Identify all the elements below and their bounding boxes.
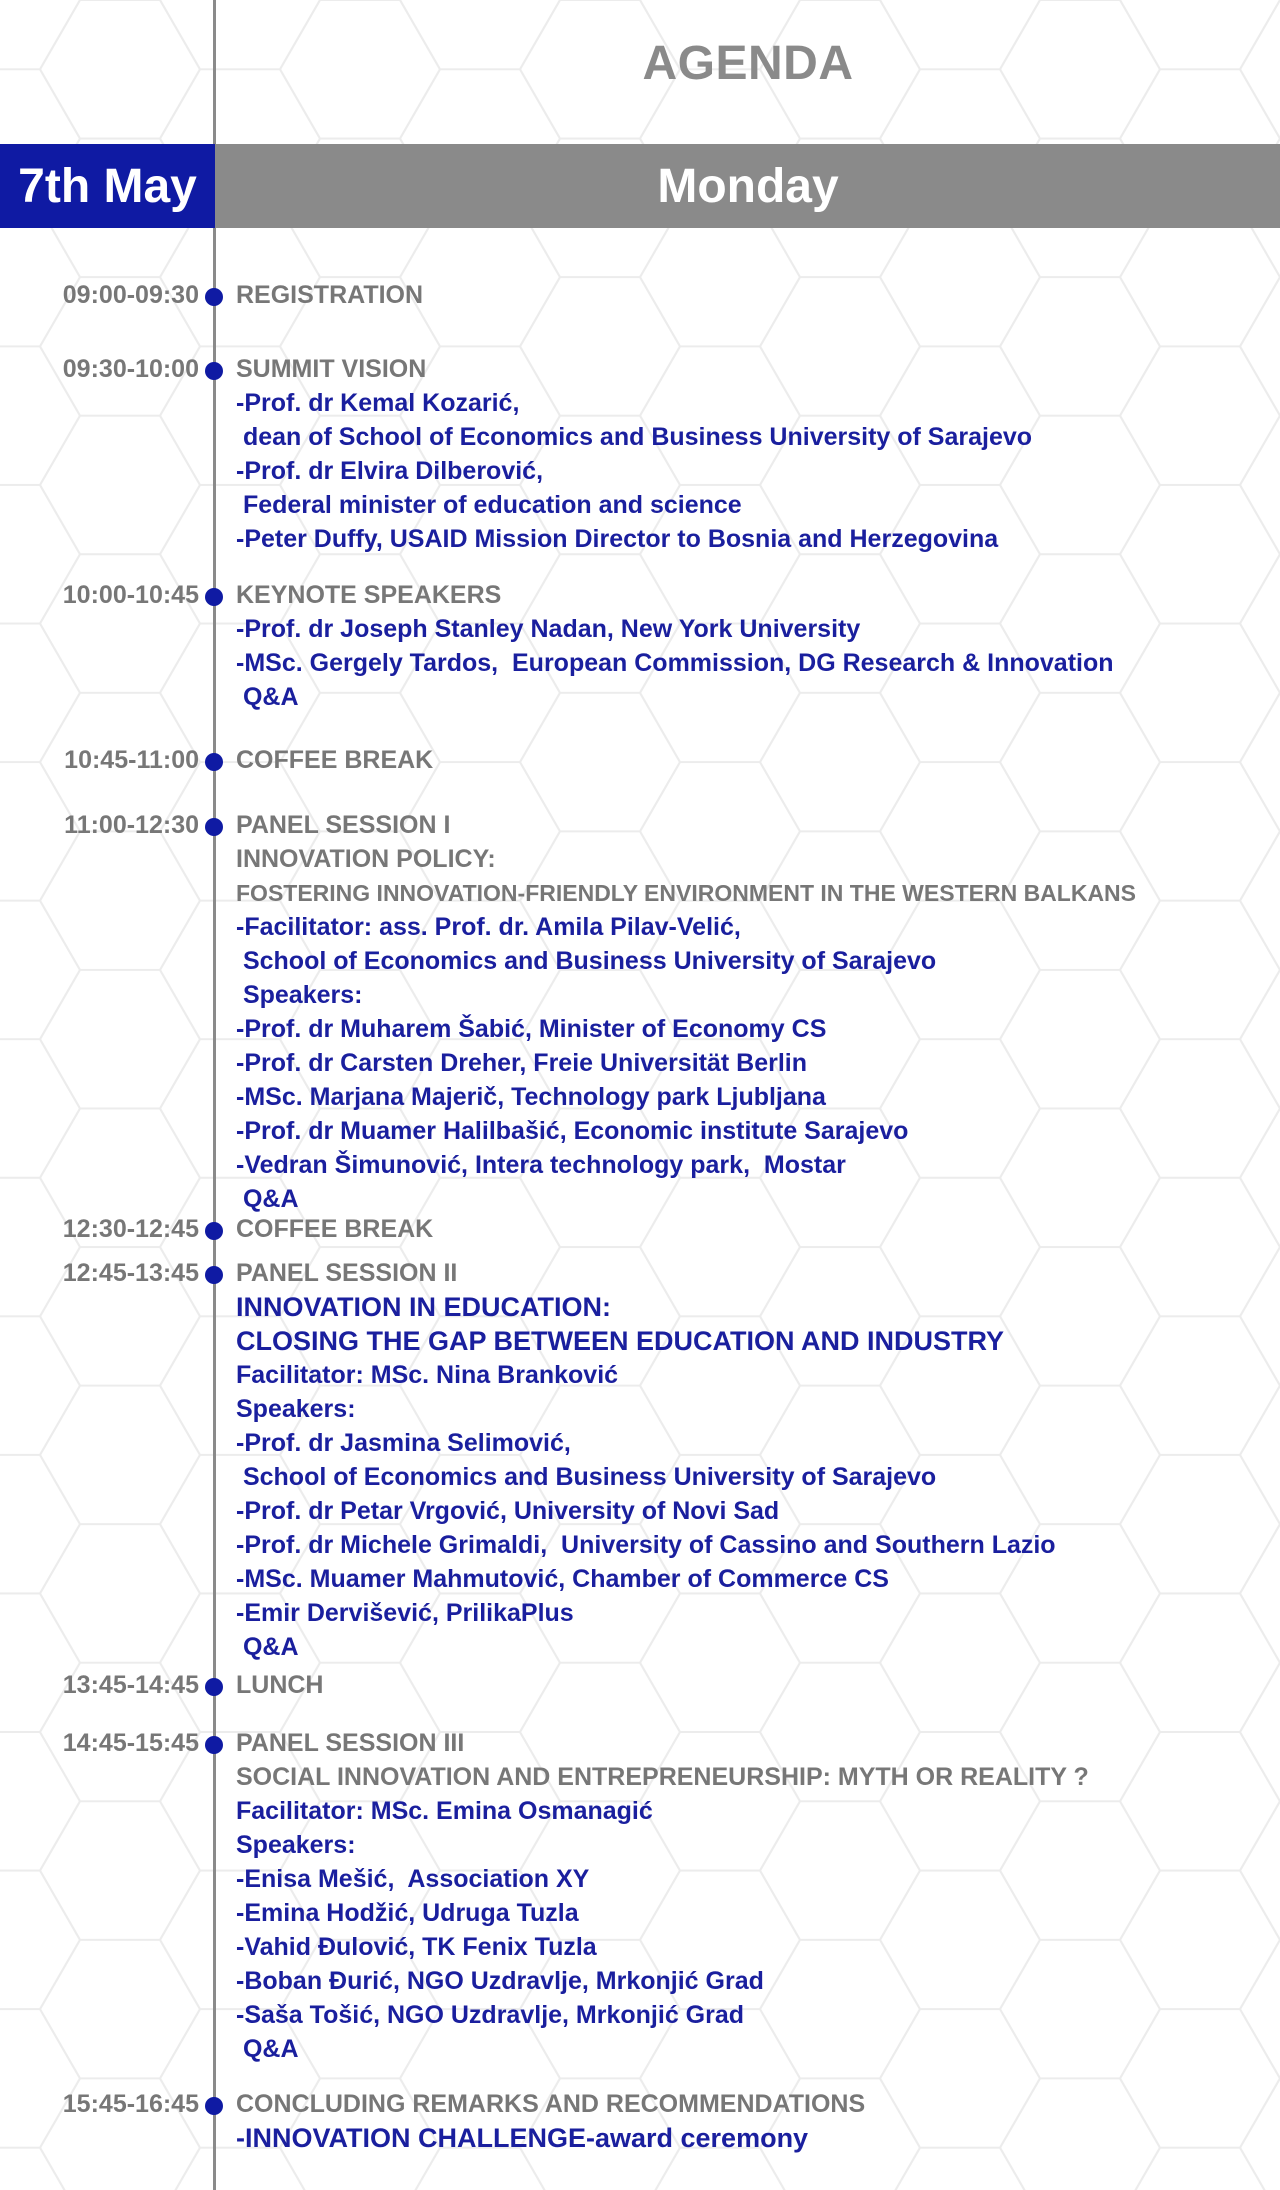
date-label: 7th May [0,144,215,228]
timeline-dot [205,288,223,306]
timeline-line [213,0,216,2190]
session-heading: REGISTRATION [236,281,424,309]
session-heading: SUMMIT VISION [236,355,427,383]
session-heading: COFFEE BREAK [236,746,434,774]
entry-lines [236,278,423,312]
session-heading: LUNCH [236,1671,324,1699]
speaker-line: -Vedran Šimunović, Intera technology park, Mostar [236,1151,846,1179]
speaker-line: -Prof. dr Kemal Kozarić, [236,389,520,417]
session-heading: INNOVATION IN EDUCATION: [236,1292,611,1322]
speaker-line: Facilitator: MSc. Emina Osmanagić [236,1797,653,1825]
session-heading: CONCLUDING REMARKS AND RECOMMENDATIONS [236,2090,866,2118]
speaker-line: School of Economics and Business University of Sarajevo [236,1463,937,1491]
session-heading: PANEL SESSION III [236,1729,465,1757]
entry-lines [236,808,1136,1216]
speaker-line: dean of School of Economics and Business University of Sarajevo [236,423,1033,451]
session-heading: PANEL SESSION I [236,811,451,839]
speaker-line: Q&A [236,1185,299,1213]
speaker-line: -MSc. Muamer Mahmutović, Chamber of Commerce CS [236,1565,889,1593]
time-slot: 13:45-14:45 [62,1671,199,1699]
speaker-line: Speakers: [236,1831,356,1859]
entry-lines [236,1726,1089,2066]
speaker-line: -Vahid Đulović, TK Fenix Tuzla [236,1933,597,1961]
day-label: Monday [216,144,1280,228]
time-slot: 10:45-11:00 [64,746,199,774]
time-slot: 11:00-12:30 [64,811,199,839]
session-heading: -INNOVATION CHALLENGE-award ceremony [236,2123,809,2153]
speaker-line: Q&A [236,683,299,711]
speaker-line: -Prof. dr Michele Grimaldi, University of Cassino and Southern Lazio [236,1531,1056,1559]
timeline-dot [205,1736,223,1754]
speaker-line: -Emina Hodžić, Udruga Tuzla [236,1899,579,1927]
time-slot: 15:45-16:45 [62,2090,199,2118]
timeline-dot [205,818,223,836]
time-slot: 12:30-12:45 [62,1215,199,1243]
speaker-line: -Prof. dr Muharem Šabić, Minister of Economy CS [236,1015,827,1043]
session-heading: PANEL SESSION II [236,1259,458,1287]
entry-lines [236,1256,1056,1664]
speaker-line: -Saša Tošić, NGO Uzdravlje, Mrkonjić Grad [236,2001,745,2029]
session-heading: COFFEE BREAK [236,1215,434,1243]
time-slot: 12:45-13:45 [62,1259,199,1287]
session-heading: KEYNOTE SPEAKERS [236,581,502,609]
session-heading: INNOVATION POLICY: [236,845,496,873]
entry-lines [236,743,433,777]
timeline-dot [205,1678,223,1696]
page-title: AGENDA [642,37,854,90]
speaker-line: Q&A [236,2035,299,2063]
speaker-line: -Prof. dr Elvira Dilberović, [236,457,544,485]
speaker-line: -Facilitator: ass. Prof. dr. Amila Pilav-Velić, [236,913,741,941]
speaker-line: -MSc. Gergely Tardos, European Commission, DG Research & Innovation [236,649,1114,677]
speaker-line: -Prof. dr Petar Vrgović, University of Novi Sad [236,1497,780,1525]
speaker-line: -Boban Đurić, NGO Uzdravlje, Mrkonjić Grad [236,1967,764,1995]
timeline-dot [205,2097,223,2115]
timeline-dot [205,588,223,606]
session-heading: CLOSING THE GAP BETWEEN EDUCATION AND INDUSTRY [236,1326,1005,1356]
speaker-line: Speakers: [236,981,363,1009]
speaker-line: -Prof. dr Jasmina Selimović, [236,1429,571,1457]
time-slot: 14:45-15:45 [62,1729,199,1757]
time-slot: 09:00-09:30 [62,281,199,309]
entry-lines [236,578,1114,714]
entry-lines [236,2087,865,2155]
timeline-dot [205,1266,223,1284]
timeline-dot [205,1222,223,1240]
entry-lines [236,1212,433,1246]
speaker-line: Facilitator: MSc. Nina Branković [236,1361,619,1389]
speaker-line: Speakers: [236,1395,356,1423]
session-heading: FOSTERING INNOVATION-FRIENDLY ENVIRONMENT IN THE WESTERN BALKANS [236,880,1137,906]
speaker-line: -Peter Duffy, USAID Mission Director to Bosnia and Herzegovina [236,525,999,553]
timeline-dot [205,753,223,771]
session-heading: SOCIAL INNOVATION AND ENTREPRENEURSHIP: MYTH OR REALITY ? [236,1763,1089,1791]
entry-lines [236,1668,324,1702]
time-slot: 10:00-10:45 [62,581,199,609]
timeline-dot [205,362,223,380]
time-slot: 09:30-10:00 [62,355,199,383]
speaker-line: -MSc. Marjana Majerič, Technology park Ljubljana [236,1083,826,1111]
speaker-line: -Prof. dr Muamer Halilbašić, Economic institute Sarajevo [236,1117,909,1145]
speaker-line: School of Economics and Business University of Sarajevo [236,947,937,975]
speaker-line: -Prof. dr Joseph Stanley Nadan, New York University [236,615,861,643]
speaker-line: -Enisa Mešić, Association XY [236,1865,590,1893]
speaker-line: -Prof. dr Carsten Dreher, Freie Universität Berlin [236,1049,808,1077]
speaker-line: -Emir Dervišević, PrilikaPlus [236,1599,574,1627]
speaker-line: Federal minister of education and science [236,491,742,519]
entry-lines [236,352,1032,556]
speaker-line: Q&A [236,1633,299,1661]
